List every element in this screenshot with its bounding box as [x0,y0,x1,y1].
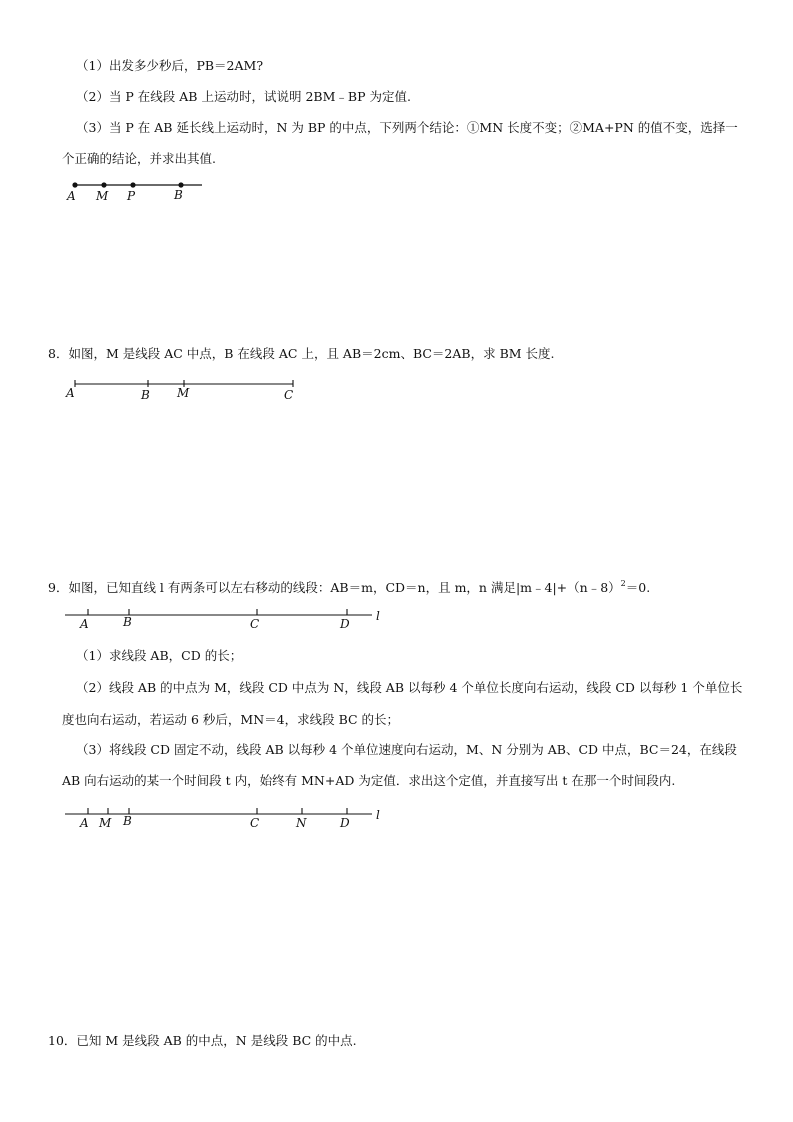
q9-exponent: 2 [620,579,626,588]
label-m: M [96,189,109,203]
label-a: A [80,617,89,631]
q7-segment-figure [60,176,210,206]
label-l: l [376,808,380,822]
label-c: C [284,388,294,402]
label-m: M [99,816,112,830]
label-a: A [66,386,75,400]
label-b: B [174,188,183,202]
q7-sub2: （2）当 P 在线段 AB 上运动时，试说明 2BM﹣BP 为定值. [76,89,411,104]
q9-text-end: ＝0. [625,580,651,595]
label-d: D [340,816,350,830]
label-m: M [177,386,190,400]
label-b: B [123,615,132,629]
point-b-dot [178,182,183,187]
q8-segment-figure [60,378,310,404]
point-a-dot [72,182,77,187]
q9-line-figure-1 [60,604,390,632]
q8-text: 8．如图，M 是线段 AC 中点，B 在线段 AC 上，且 AB＝2cm、BC＝2AB，求 BM 长度. [48,346,555,361]
q9-sub3-line2: AB 向右运动的某一个时间段 t 内，始终有 MN+AD 为定值．求出这个定值，并直接写出 t 在那一个时间段内. [62,773,676,788]
q7-sub1: （1）出发多少秒后，PB＝2AM? [76,58,264,73]
label-l: l [376,609,380,623]
q9-sub1: （1）求线段 AB，CD 的长； [76,648,243,663]
label-d: D [340,617,350,631]
label-b: B [141,388,150,402]
label-c: C [250,816,260,830]
label-a: A [67,189,76,203]
q9-sub2-line2: 度也向右运动，若运动 6 秒后，MN＝4，求线段 BC 的长； [62,712,400,727]
q9-text-main: 9．如图，已知直线 l 有两条可以左右移动的线段：AB＝m，CD＝n，且 m，n 满足|m﹣4|+（n﹣8） [48,580,621,595]
label-n: N [296,816,307,830]
point-m-dot [101,182,106,187]
q9-sub3-line1: （3）将线段 CD 固定不动，线段 AB 以每秒 4 个单位速度向右运动，M、N 分别为 AB、CD 中点，BC＝24，在线段 [76,742,737,757]
q7-sub3-line1: （3）当 P 在 AB 延长线上运动时，N 为 BP 的中点，下列两个结论：①MN 长度不变；②MA+PN 的值不变，选择一 [76,120,738,135]
q9-sub2-line1: （2）线段 AB 的中点为 M，线段 CD 中点为 N，线段 AB 以每秒 4 个单位长度向右运动，线段 CD 以每秒 1 个单位长 [76,680,743,695]
point-p-dot [130,182,135,187]
label-b: B [123,814,132,828]
label-p: P [127,189,136,203]
label-c: C [250,617,260,631]
q9-line-figure-2 [60,803,390,831]
q9-text [48,576,650,596]
label-a: A [80,816,89,830]
q7-sub3-line2: 个正确的结论，并求出其值. [62,151,216,166]
q10-text: 10．已知 M 是线段 AB 的中点，N 是线段 BC 的中点. [48,1033,357,1048]
